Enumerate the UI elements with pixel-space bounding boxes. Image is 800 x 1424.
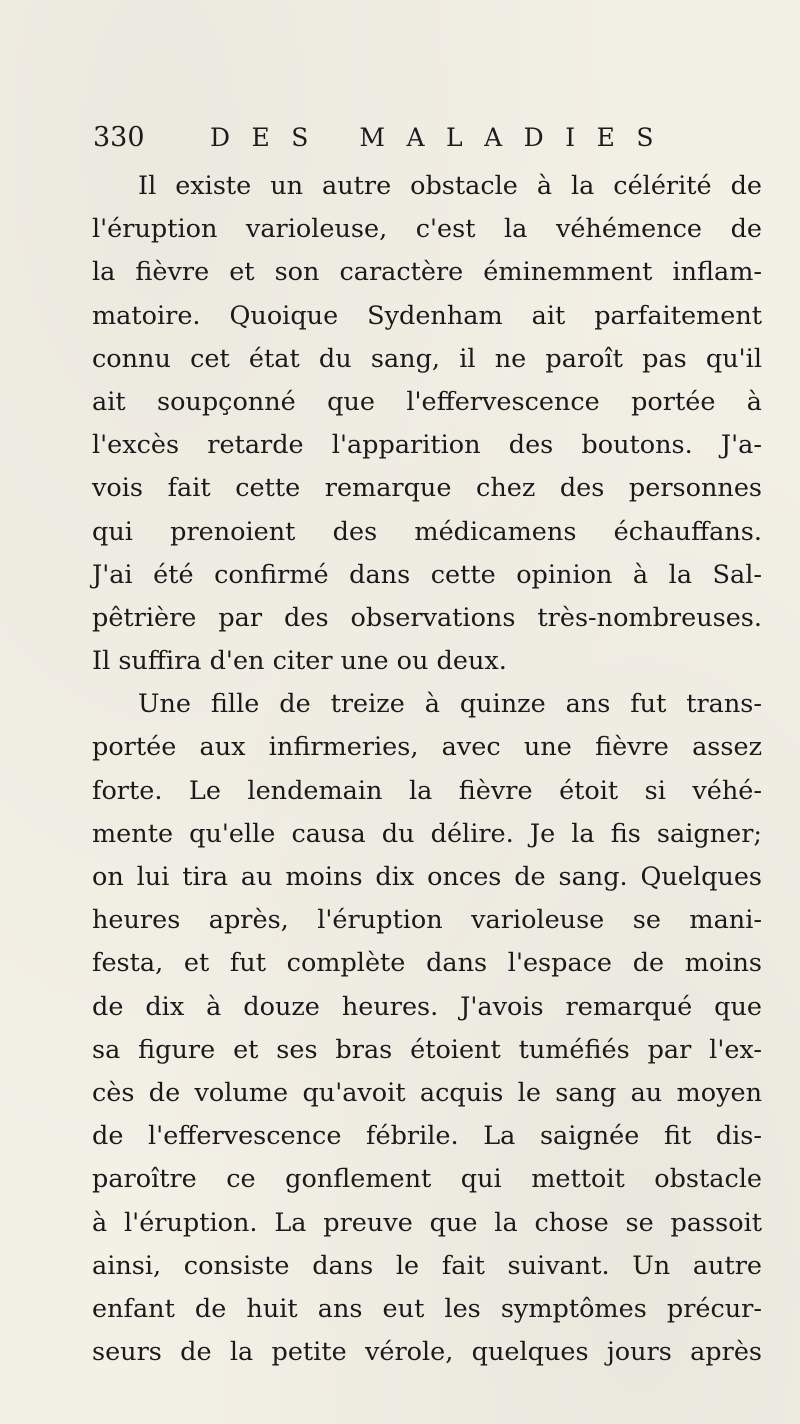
text-line: Il existe un autre obstacle à la célérité de [138,171,762,201]
text-line: sa figure et ses bras étoient tuméfiés par l'ex- [92,1034,762,1065]
text-line: J'ai été confirmé dans cette opinion à la Sal- [92,559,762,590]
text-line: l'excès retarde l'apparition des boutons. J'a- [92,430,762,461]
text-line: seurs de la petite vérole, quelques jours après [92,1337,762,1368]
text-line: Une fille de treize à quinze ans fut trans- [138,689,762,720]
body-text [92,165,762,1374]
text-line: cès de volume qu'avoit acquis le sang au moyen [92,1077,762,1108]
page-header [93,118,753,158]
text-line: qui prenoient des médicamens échauffans. [92,516,762,547]
text-line: pêtrière par des observations très-nombreuses. [92,602,762,633]
text-line: l'éruption varioleuse, c'est la véhémence de [92,214,762,245]
page-number: 330 [93,122,145,153]
text-line: connu cet état du sang, il ne paroît pas qu'il [92,343,762,374]
text-line: on lui tira au moins dix onces de sang. Quelques [92,862,762,892]
text-line: enfant de huit ans eut les symptômes précur- [92,1293,762,1324]
text-line: mente qu'elle causa du délire. Je la fis saigner; [92,818,762,849]
text-line: vois fait cette remarque chez des personnes [92,473,762,504]
text-line: la fièvre et son caractère éminemment inflam- [92,257,762,288]
text-line: forte. Le lendemain la fièvre étoit si véhé- [92,775,762,806]
text-line: portée aux infirmeries, avec une fièvre assez [92,732,762,763]
text-line: heures après, l'éruption varioleuse se mani- [92,905,762,936]
text-line: Il suffira d'en citer une ou deux. [92,646,507,677]
text-line: de l'effervescence fébrile. La saignée fit dis- [92,1121,762,1152]
text-line: paroître ce gonflement qui mettoit obstacle [92,1164,762,1195]
text-line: festa, et fut complète dans l'espace de moins [92,948,762,979]
text-line: ainsi, consiste dans le fait suivant. Un autre [92,1250,762,1281]
text-line: matoire. Quoique Sydenham ait parfaitement [92,300,762,331]
text-line: ait soupçonné que l'effervescence portée à [92,386,762,417]
running-title: DES MALADIES [210,123,675,152]
text-line: de dix à douze heures. J'avois remarqué que [92,991,762,1022]
text-line: à l'éruption. La preuve que la chose se passoit [92,1207,762,1238]
